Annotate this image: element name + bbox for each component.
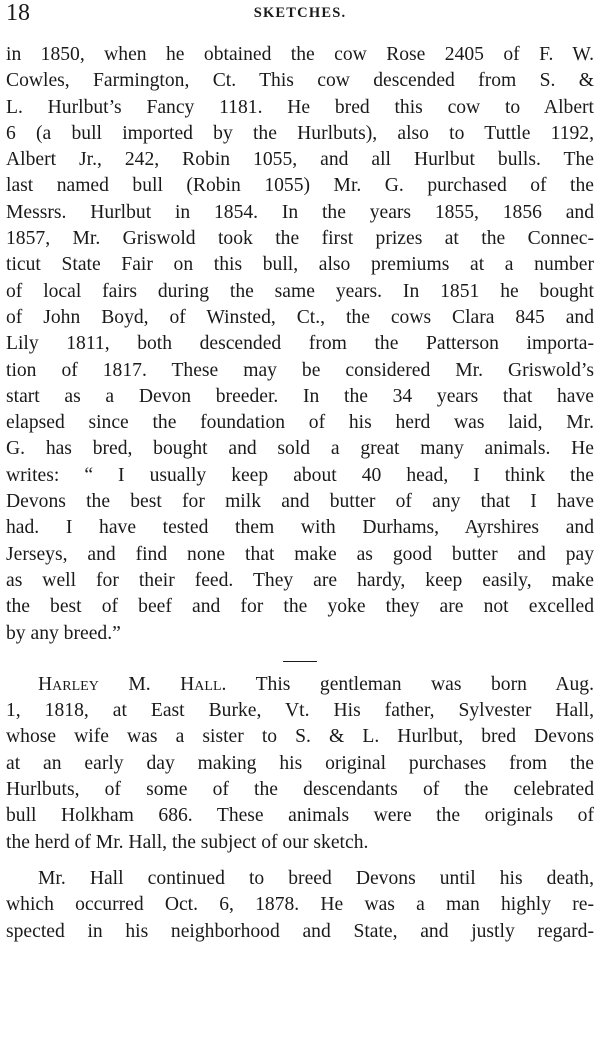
- text-line: 1, 1818, at East Burke, Vt. His father, Sylvester Hall,: [6, 700, 594, 722]
- text-line: start as a Devon breeder. In the 34 years that have: [6, 385, 594, 407]
- text-line: last named bull (Robin 1055) Mr. G. purchased of the: [6, 175, 594, 197]
- text-line: Devons the best for milk and butter of any that I have: [6, 491, 594, 513]
- text-line: of John Boyd, of Winsted, Ct., the cows Clara 845 and: [6, 306, 594, 328]
- text-line: at an early day making his original purchases from the: [6, 752, 594, 774]
- page-number: 18: [6, 0, 30, 26]
- text-line: [6, 672, 594, 698]
- text-line: 1857, Mr. Griswold took the first prizes at the Connec-: [6, 228, 594, 250]
- paragraph-griswold: [6, 42, 594, 647]
- paragraph-hall: [6, 672, 594, 856]
- text-line: Mr. Hall continued to breed Devons until his death,: [38, 867, 594, 889]
- text-line: G. has bred, bought and sold a great many animals. He: [6, 438, 594, 460]
- text-line: by any breed.”: [6, 622, 121, 644]
- text-line: had. I have tested them with Durhams, Ayrshires and: [6, 517, 594, 539]
- text-line: in 1850, when he obtained the cow Rose 2405 of F. W.: [6, 44, 594, 65]
- text-line: Jerseys, and find none that make as good butter and pay: [6, 543, 594, 565]
- text-line: ticut State Fair on this bull, also premiums at a number: [6, 254, 594, 276]
- text-line: which occurred Oct. 6, 1878. He was a man highly re-: [6, 894, 594, 916]
- text-line: the best of beef and for the yoke they are not excelled: [6, 596, 594, 618]
- text-line: L. Hurlbut’s Fancy 1181. He bred this cow to Albert: [6, 96, 594, 118]
- text-line: Cowles, Farmington, Ct. This cow descended from S. &: [6, 70, 594, 92]
- text-line: of local fairs during the same years. In 1851 he bought: [6, 280, 594, 302]
- text-line: tion of 1817. These may be considered Mr. Griswold’s: [6, 359, 594, 381]
- text-line: Hurlbuts, of some of the descendants of the celebrated: [6, 779, 594, 801]
- text-line: 6 (a bull imported by the Hurlbuts), also to Tuttle 1192,: [6, 122, 594, 144]
- text-line: elapsed since the foundation of his herd was laid, Mr.: [6, 412, 594, 434]
- text-line: Albert Jr., 242, Robin 1055, and all Hurlbut bulls. The: [6, 149, 594, 171]
- text-line: Lily 1811, both descended from the Patterson importa-: [6, 333, 594, 355]
- running-head: SKETCHES.: [253, 5, 347, 21]
- text-line: whose wife was a sister to S. & L. Hurlbut, bred Devons: [6, 726, 594, 748]
- text-fragment: This gentleman was born Aug.: [226, 673, 594, 695]
- subject-name: Harley M. Hall.: [38, 673, 227, 695]
- text-line: the herd of Mr. Hall, the subject of our sketch.: [6, 831, 369, 853]
- page-header: [6, 0, 594, 30]
- text-line: spected in his neighborhood and State, and justly regard-: [6, 920, 594, 942]
- text-line: Messrs. Hurlbut in 1854. In the years 1855, 1856 and: [6, 201, 594, 223]
- body-text: [6, 42, 594, 945]
- text-line: as well for their feed. They are hardy, keep easily, make: [6, 569, 594, 591]
- text-line: bull Holkham 686. These animals were the originals of: [6, 805, 594, 827]
- paragraph-hall-continued: [6, 866, 594, 945]
- section-divider: [283, 661, 317, 662]
- text-line: writes: “ I usually keep about 40 head, I think the: [6, 464, 594, 486]
